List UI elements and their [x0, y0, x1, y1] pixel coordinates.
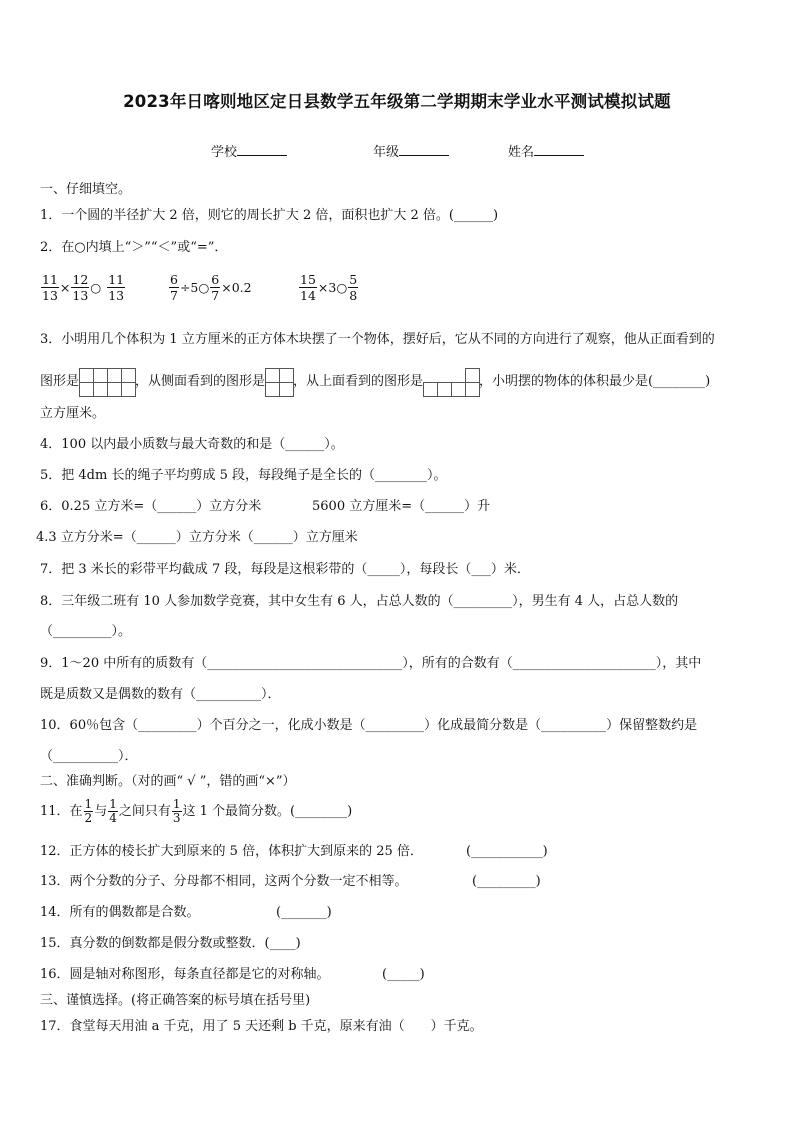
compare-circle[interactable]: ○	[90, 280, 102, 295]
grade-blank[interactable]	[399, 143, 449, 156]
question-5: 5．把 4dm 长的绳子平均剪成 5 段，每段绳子是全长的（________）。	[40, 468, 447, 483]
school-field[interactable]	[211, 141, 287, 160]
question-3-line3: 立方厘米。	[40, 406, 106, 421]
section1-heading: 一、仔细填空。	[40, 182, 132, 197]
question-10-line1: 10．60％包含（_________）个百分之一，化成小数是（_________）化成最简分数是（__________）保留整数约是	[40, 718, 698, 733]
comparison-1: $\frac{11}{13}$ × $\frac{12}{13}$ ○ $\frac{11}{13}$	[42, 272, 125, 303]
question-3-line1: 3．小明用几个体积为 1 立方厘米的正方体木块摆了一个物体，摆好后，它从不同的方向进行了观察，他从正面看到的	[40, 332, 715, 347]
grade-field[interactable]	[373, 141, 449, 160]
question-1: 1．一个圆的半径扩大 2 倍，则它的周长扩大 2 倍，面积也扩大 2 倍。(______)	[40, 208, 499, 223]
question-3-line2: 图形是 ，从侧面看到的图形是 ，从上面看到的图形是 ，小明摆的物体的体积最少是(________)	[40, 368, 710, 396]
question-2: 2．在○内填上“＞”“＜”或“=”．	[40, 240, 228, 255]
comparison-2: $\frac{6}{7}$ ÷5○ $\frac{6}{7}$ ×0.2	[170, 272, 252, 303]
question-2-math	[40, 272, 440, 316]
comparison-3: $\frac{15}{14}$ ×3○ $\frac{5}{8}$	[300, 272, 358, 303]
question-10-line2: （__________）．	[40, 749, 138, 764]
question-14: 14．所有的偶数都是合数。	[40, 905, 200, 920]
grade-label: 年级	[373, 145, 400, 160]
question-6a: 6．0.25 立方米=（______）立方分米	[40, 499, 262, 514]
question-6c: 4.3 立方分米=（______）立方分米（______）立方厘米	[36, 530, 358, 545]
question-6b: 5600 立方厘米=（______）升	[312, 499, 491, 514]
question-16: 16．圆是轴对称图形，每条直径都是它的对称轴。	[40, 967, 330, 982]
page-title: 2023年日喀则地区定日县数学五年级第二学期期末学业水平测试模拟试题	[123, 92, 671, 111]
question-11: 11．在 $\frac{1}{2}$ 与 $\frac{1}{4}$ 之间只有 $\frac{1}{3}$ 这 1 个最简分数。(________)	[40, 797, 353, 825]
name-blank[interactable]	[534, 143, 584, 156]
question-8-line1: 8．三年级二班有 10 人参加数学竞赛，其中女生有 6 人，占总人数的（_________），男生有 4 人，占总人数的	[40, 594, 679, 609]
side-view-figure	[265, 368, 293, 396]
question-4: 4．100 以内最小质数与最大奇数的和是（______）。	[40, 437, 344, 452]
question-9-line2: 既是质数又是偶数的数有（__________）．	[40, 687, 281, 702]
question-9-line1: 9．1～20 中所有的质数有（______________________________），所有的合数有（______________________），其中	[40, 656, 702, 671]
name-label: 姓名	[508, 145, 535, 160]
question-16-blank[interactable]: (_____)	[382, 967, 425, 982]
top-view-figure	[423, 368, 479, 396]
question-13: 13．两个分数的分子、分母都不相同，这两个分数一定不相等。	[40, 874, 408, 889]
question-12-blank[interactable]: (___________)	[466, 844, 548, 859]
name-field[interactable]	[508, 141, 584, 160]
question-8-line2: （_________）。	[40, 624, 132, 639]
question-13-blank[interactable]: (_________)	[472, 874, 541, 889]
front-view-figure	[79, 368, 135, 396]
section3-heading: 三、谨慎选择。(将正确答案的标号填在括号里)	[40, 993, 311, 1008]
school-label: 学校	[211, 145, 238, 160]
question-12: 12．正方体的棱长扩大到原来的 5 倍，体积扩大到原来的 25 倍．	[40, 844, 423, 859]
question-17: 17．食堂每天用油 a 千克，用了 5 天还剩 b 千克，原来有油（ ）千克。	[40, 1019, 483, 1034]
section2-heading: 二、准确判断。（对的画“ √ ”，错的画“×”）	[40, 774, 296, 789]
question-14-blank[interactable]: (_______)	[276, 905, 332, 920]
school-blank[interactable]	[237, 143, 287, 156]
question-15: 15．真分数的倒数都是假分数或整数．(____)	[40, 936, 301, 951]
question-7: 7．把 3 米长的彩带平均截成 7 段，每段是这根彩带的（_____），每段长（___）米．	[40, 562, 530, 577]
